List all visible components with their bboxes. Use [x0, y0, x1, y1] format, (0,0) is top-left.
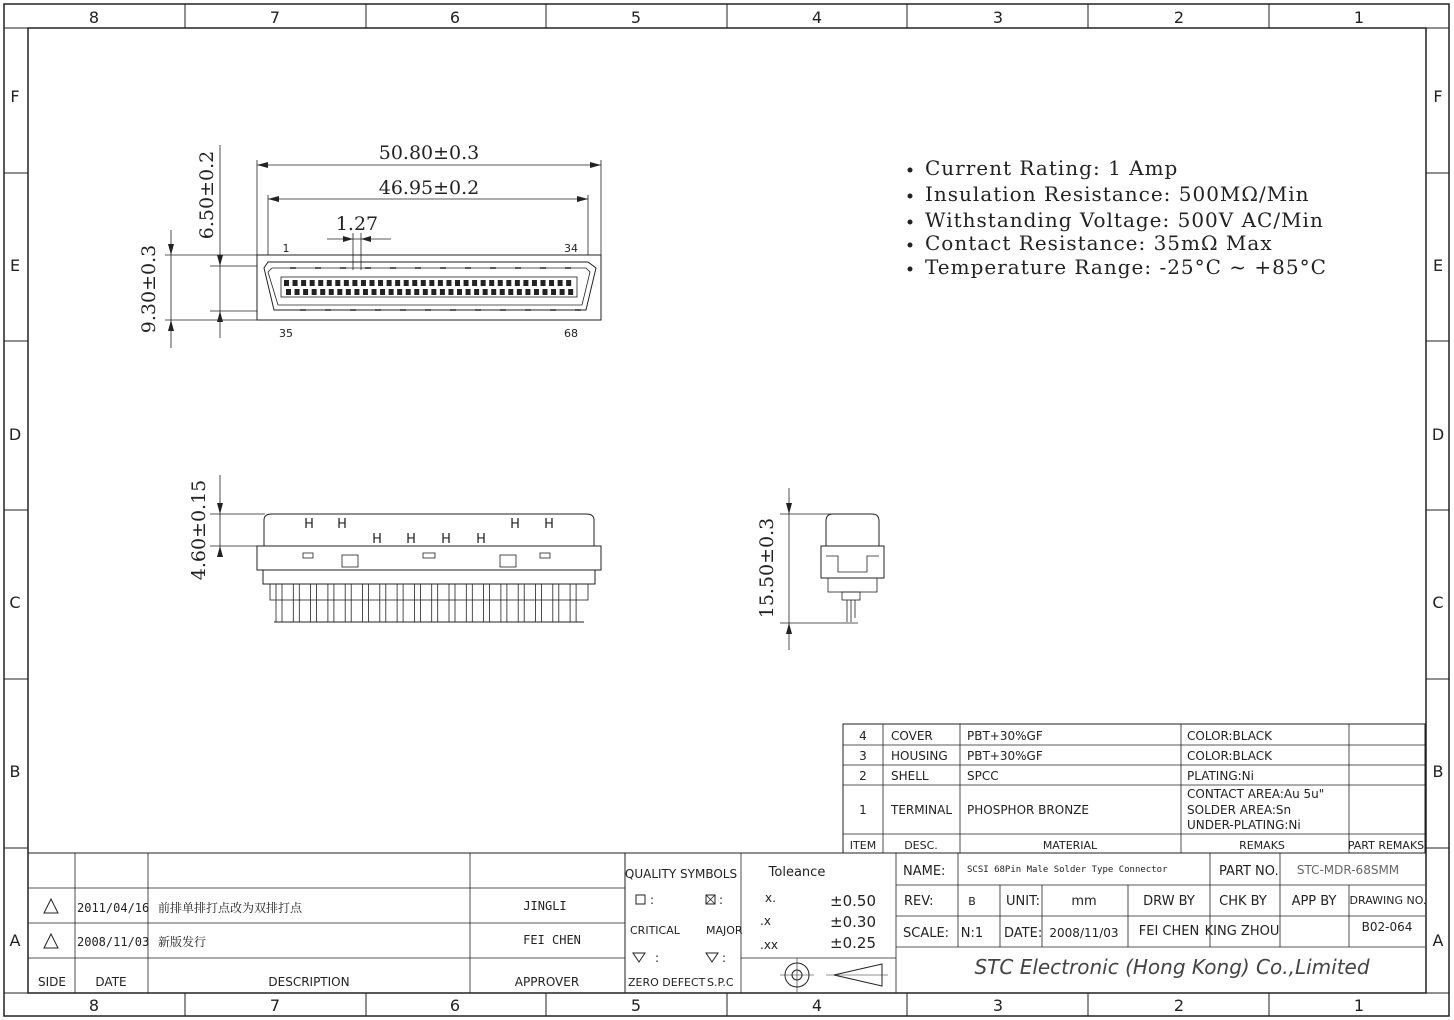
pin [284, 280, 289, 286]
bom-material: PHOSPHOR BRONZE [967, 803, 1089, 817]
row-label: E [1432, 256, 1444, 275]
pin [440, 289, 445, 295]
pin [380, 289, 385, 295]
pin [335, 280, 340, 286]
pin [318, 280, 323, 286]
tolerance-label: .x [760, 914, 771, 928]
tolerance-label: x. [765, 891, 776, 905]
pin-label-34: 34 [564, 242, 578, 255]
col-label: 2 [1173, 996, 1185, 1015]
bom-header-part: PART REMAKS [1347, 839, 1425, 852]
dim-front-height: 4.60±0.15 [188, 479, 210, 581]
col-label: 4 [811, 996, 823, 1015]
front-view [188, 475, 601, 622]
pin [566, 280, 571, 286]
pin [320, 289, 325, 295]
pin [337, 289, 342, 295]
tolerance-value: ±0.25 [830, 934, 876, 952]
row-label: B [9, 762, 21, 781]
pin [558, 280, 563, 286]
pin [508, 289, 513, 295]
terminal-legs [274, 584, 584, 622]
revision-triangle-icon [44, 899, 58, 948]
bom-material: SPCC [967, 769, 999, 783]
spec-item: Contact Resistance: 35mΩ Max [925, 231, 1273, 255]
drw-by: FEI CHEN [1138, 924, 1200, 939]
svg-text::: : [722, 951, 727, 965]
pin [464, 280, 469, 286]
tolerance-value: ±0.50 [830, 892, 876, 910]
pin [406, 289, 411, 295]
terminal-leg [553, 584, 559, 622]
spec-item: Withstanding Voltage: 500V AC/Min [925, 208, 1324, 232]
bom-material: PBT+30%GF [967, 749, 1043, 763]
pin-label-35: 35 [279, 327, 293, 340]
h-mark: H [372, 532, 382, 547]
date-label: DATE: [1004, 926, 1043, 941]
pin [421, 280, 426, 286]
dim-overall-width: 50.80±0.3 [378, 142, 480, 164]
pin [543, 289, 548, 295]
bom-table [843, 724, 1425, 853]
pin [310, 280, 315, 286]
pin [344, 280, 349, 286]
terminal-leg [449, 584, 455, 622]
pin [370, 280, 375, 286]
tolerance-label: .xx [760, 938, 779, 952]
pin [429, 280, 434, 286]
row-label: D [1431, 425, 1445, 444]
col-label: 5 [630, 8, 642, 27]
dim-side-height: 15.50±0.3 [756, 517, 778, 619]
terminal-leg [380, 584, 386, 622]
bom-remark: UNDER-PLATING:Ni [1187, 818, 1301, 832]
terminal-leg [293, 584, 299, 622]
pin [372, 289, 377, 295]
pin [303, 289, 308, 295]
pin [506, 280, 511, 286]
dim-pin-span: 46.95±0.2 [378, 177, 480, 199]
zero-defect-label: ZERO DEFECT [628, 976, 706, 989]
scale-label: SCALE: [903, 926, 950, 941]
rev-label: REV: [904, 894, 934, 909]
pin [517, 289, 522, 295]
h-mark: H [337, 517, 347, 532]
pin [438, 280, 443, 286]
app-by-label: APP BY [1291, 894, 1337, 909]
pin [312, 289, 317, 295]
unit-value: mm [1071, 894, 1097, 909]
h-mark: H [406, 532, 416, 547]
pin [549, 280, 554, 286]
bom-item-num: 2 [859, 769, 867, 783]
bom-header-desc: DESC. [904, 839, 938, 852]
h-mark: H [544, 517, 554, 532]
bom-remark: COLOR:BLACK [1187, 749, 1272, 763]
terminal-leg [363, 584, 369, 622]
revision-date: 2008/11/03 [77, 935, 150, 949]
pin [378, 280, 383, 286]
dim-pitch: 1.27 [335, 213, 379, 235]
row-label: A [1432, 931, 1444, 950]
revision-description: 新版发行 [158, 935, 207, 949]
pin-label-1: 1 [282, 242, 290, 255]
bom-remark: SOLDER AREA:Sn [1187, 803, 1292, 817]
unit-label: UNIT: [1006, 894, 1040, 909]
title-block [896, 853, 1426, 979]
revision-approver: FEI CHEN [523, 933, 581, 947]
pin [361, 280, 366, 286]
terminal-leg [501, 584, 507, 622]
spec-item: Temperature Range: -25°C ~ +85°C [925, 255, 1327, 279]
col-label: 6 [449, 996, 461, 1015]
zero-defect-icon [633, 953, 645, 962]
drw-by-label: DRW BY [1143, 894, 1195, 909]
revision-header-approver: APPROVER [514, 975, 580, 989]
pin [534, 289, 539, 295]
terminal-leg [397, 584, 403, 622]
row-label: F [1433, 87, 1443, 106]
revision-date: 2011/04/16 [77, 901, 150, 915]
col-label: 4 [811, 8, 823, 27]
revision-header-date: DATE [95, 975, 127, 989]
spec-list [908, 156, 1327, 279]
spec-item: Insulation Resistance: 500MΩ/Min [925, 182, 1310, 206]
pin [414, 289, 419, 295]
spc-label: S.P.C [707, 976, 734, 989]
terminal-leg [518, 584, 524, 622]
company-name: STC Electronic (Hong Kong) Co.,Limited [974, 955, 1370, 979]
revision-approver: JINGLI [523, 899, 567, 913]
row-label: B [1432, 762, 1444, 781]
right-row-labels [1432, 87, 1444, 950]
side-view [756, 488, 884, 650]
pin [541, 280, 546, 286]
col-label: 8 [88, 8, 100, 27]
name-label: NAME: [903, 864, 946, 879]
row-label: D [8, 425, 22, 444]
col-label: 8 [88, 996, 100, 1015]
pin [560, 289, 565, 295]
row-label: A [9, 931, 21, 950]
date-value: 2008/11/03 [1049, 926, 1119, 940]
col-label: 2 [1173, 8, 1185, 27]
bom-remark: PLATING:Ni [1187, 769, 1254, 783]
part-name: SCSI 68Pin Male Solder Type Connector [967, 865, 1168, 875]
left-row-labels [9, 87, 21, 950]
pin [387, 280, 392, 286]
pin [431, 289, 436, 295]
pin [412, 280, 417, 286]
bom-material: PBT+30%GF [967, 729, 1043, 743]
terminal-leg [414, 584, 420, 622]
top-view [138, 142, 601, 348]
pin [525, 289, 530, 295]
pin [491, 289, 496, 295]
bom-remark: CONTACT AREA:Au 5u" [1187, 787, 1325, 801]
pin [295, 289, 300, 295]
h-mark: H [304, 517, 314, 532]
bom-item-num: 4 [859, 729, 867, 743]
pin [363, 289, 368, 295]
drawing-no: B02-064 [1361, 920, 1413, 934]
pin [293, 280, 298, 286]
part-no: STC-MDR-68SMM [1296, 863, 1400, 877]
h-mark: H [510, 517, 520, 532]
pin [500, 289, 505, 295]
pin [448, 289, 453, 295]
tolerance-value: ±0.30 [830, 913, 876, 931]
bom-desc: SHELL [891, 769, 929, 783]
pin [481, 280, 486, 286]
col-label: 3 [992, 8, 1004, 27]
terminal-leg [276, 584, 282, 622]
terminal-leg [345, 584, 351, 622]
pin [286, 289, 291, 295]
terminal-leg [570, 584, 576, 622]
pin [457, 289, 462, 295]
pin [395, 280, 400, 286]
bom-desc: COVER [891, 729, 933, 743]
major-label: MAJOR [706, 924, 743, 937]
pin [523, 280, 528, 286]
pin [489, 280, 494, 286]
pin [515, 280, 520, 286]
chk-by: KING ZHOU [1204, 924, 1280, 939]
col-label: 5 [630, 996, 642, 1015]
bom-item-num: 3 [859, 749, 867, 763]
col-label: 6 [449, 8, 461, 27]
tolerance-block [741, 853, 896, 993]
dim-height: 9.30±0.3 [138, 244, 160, 334]
terminal-leg [484, 584, 490, 622]
pin [498, 280, 503, 286]
bom-header-material: MATERIAL [1042, 839, 1098, 852]
pin-label-68: 68 [564, 327, 578, 340]
pin [472, 280, 477, 286]
bom-item-num: 1 [859, 803, 867, 817]
spec-item: Current Rating: 1 Amp [925, 156, 1179, 180]
pin [389, 289, 394, 295]
svg-text::: : [655, 951, 660, 965]
row-label: F [10, 87, 20, 106]
critical-icon [636, 895, 645, 904]
quality-symbols [625, 853, 743, 993]
scale-value: N:1 [960, 926, 984, 941]
bom-remark: COLOR:BLACK [1187, 729, 1272, 743]
terminal-leg [311, 584, 317, 622]
pin [483, 289, 488, 295]
col-label: 3 [992, 996, 1004, 1015]
pin [354, 289, 359, 295]
spc-icon [706, 953, 718, 962]
pin [346, 289, 351, 295]
chk-by-label: CHK BY [1219, 894, 1267, 909]
revision-header-side: SIDE [38, 975, 66, 989]
terminal-leg [328, 584, 334, 622]
bom-header-remarks: REMAKS [1239, 839, 1285, 852]
svg-text::: : [719, 893, 724, 907]
col-label: 1 [1353, 8, 1365, 27]
pin [301, 280, 306, 286]
pin [551, 289, 556, 295]
pin [466, 289, 471, 295]
col-label: 1 [1353, 996, 1365, 1015]
pin [397, 289, 402, 295]
pin-array [284, 268, 581, 310]
critical-label: CRITICAL [630, 924, 680, 937]
tolerance-title: Toleance [768, 865, 826, 880]
bom-header-item: ITEM [849, 839, 877, 852]
pin [404, 280, 409, 286]
pin [423, 289, 428, 295]
svg-text::: : [650, 893, 655, 907]
pin [446, 280, 451, 286]
h-mark: H [441, 532, 451, 547]
pin [474, 289, 479, 295]
projection-symbol-icon [780, 958, 888, 992]
pin [532, 280, 537, 286]
drawing-no-label: DRAWING NO. [1349, 894, 1427, 907]
quality-title: QUALITY SYMBOLS [624, 867, 738, 881]
revision-header-description: DESCRIPTION [268, 975, 350, 989]
col-label: 7 [269, 8, 281, 27]
terminal-leg [432, 584, 438, 622]
dim-flange: 6.50±0.2 [196, 150, 218, 240]
part-no-label: PART NO. [1219, 864, 1279, 879]
rev-value: B [968, 895, 976, 908]
row-label: C [9, 593, 21, 612]
bom-desc: TERMINAL [891, 803, 953, 817]
row-label: C [1432, 593, 1444, 612]
bom-desc: HOUSING [891, 749, 948, 763]
pin [568, 289, 573, 295]
terminal-leg [466, 584, 472, 622]
pin [329, 289, 334, 295]
pin [327, 280, 332, 286]
pin [455, 280, 460, 286]
revision-description: 前排单排打点改为双排打点 [158, 901, 303, 915]
row-label: E [9, 256, 21, 275]
pin [352, 280, 357, 286]
col-label: 7 [269, 996, 281, 1015]
h-mark: H [476, 532, 486, 547]
terminal-leg [536, 584, 542, 622]
